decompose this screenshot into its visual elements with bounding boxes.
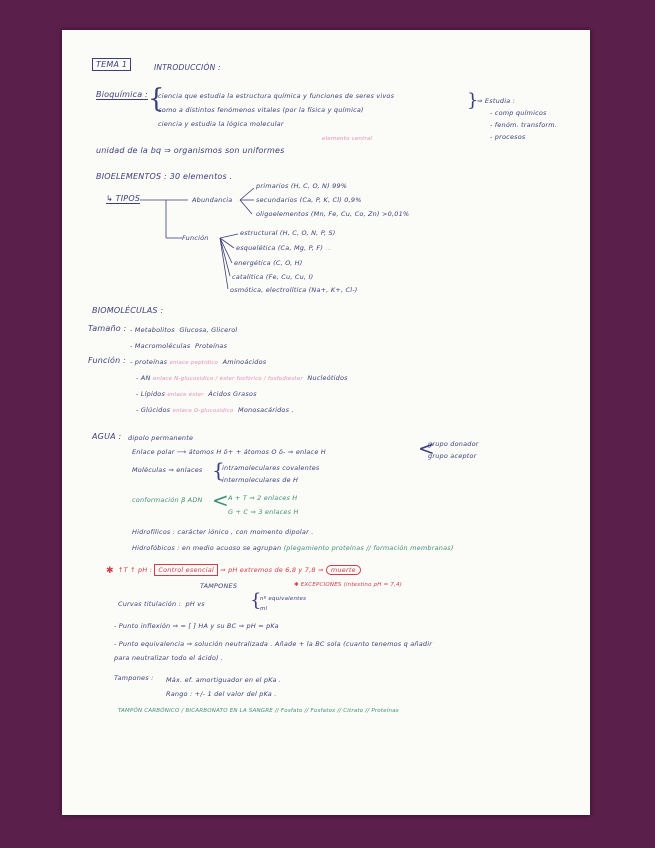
biomolecula-lipidos: - Lípidos enlace éster Ácidos Grasos [136,390,257,398]
par-gc: G + C ⇒ 3 enlaces H [228,508,299,516]
punto-inflexion: - Punto inflexión ⇒ = [ ] HA y su BC ⇒ pH = pKa [114,622,279,630]
biomolecula-glucidos: - Glúcidos enlace O-glucosídico Monosacáridos . [136,406,294,414]
bioquimica-line2: como a distintos fenómenos vitales (por la física y química) [158,106,364,114]
agua-dipolo: dipolo permanente [128,434,194,442]
estudia-item: - procesos [490,133,526,141]
agua-enlace-polar: Enlace polar ⟶ átomos H δ+ + átomos O δ- ⇒ enlace H [132,448,326,456]
estudia-label: ⇒ Estudia : [477,97,516,105]
brace: } [467,90,479,111]
agua-label: AGUA : [92,432,122,441]
page-title: INTRODUCCIÓN : [154,63,221,72]
punto-equivalencia: - Punto equivalencia ⇒ solución neutralizada . Añade + la BC sola (cuanto tenemos q añadir [114,640,433,648]
agua-grupo-aceptor: grupo aceptor [428,452,477,460]
tampones-label: TAMPONES [200,582,238,590]
funcion-esqueletica: esquelética (Ca, Mg, P, F) ... [236,244,333,252]
ph-excepciones: ✱ EXCEPCIONES (intestino pH = 7,4) [294,582,403,588]
notebook-sheet [62,30,590,815]
biomoleculas-label: BIOMOLÉCULAS : [92,306,164,315]
agua-grupo-donador: grupo donador [428,440,479,448]
biomolecula-proteinas: - proteínas enlace peptídico Aminoácidos [130,358,267,366]
funcion-bio-label: Función : [88,356,127,365]
biomolecula-an: - AN enlace N-glucosídico / éster fosfórico / fosfodiéster Nucleótidos [136,374,348,382]
conformacion-adn: conformación β ADN [132,496,203,504]
bioquimica-line1: ciencia que estudia la estructura química y funciones de seres vivos [158,92,395,100]
tamano-metabolitos: - Metabolitos Glucosa, Glicerol [130,326,238,334]
tampones-max: Máx. ef. amortiguador en el pKa . [166,676,282,684]
curvas-label: Curvas titulación : pH vs [118,600,205,608]
hidrofilicos: Hidrofílicos : carácter iónico , con momento dipolar . [132,528,314,536]
agua-intramoleculares: intramoleculares covalentes [222,464,320,472]
tampones-list: TAMPÓN CARBÓNICO / BICARBONATO EN LA SANGRE // Fosfato // Fosfatos // Citrato // Proteínas [118,708,399,714]
funcion-energetica: energética (C, O, H) [234,259,303,267]
ph-line: ↑T ↑ pH : Control esencial ⇒ pH extremos de 6,8 y 7,8 ⇒ muerte [118,566,361,574]
brace: < [418,436,435,460]
tipos-label: ↳ TIPOS [106,194,141,203]
star-icon: ✱ [106,566,114,576]
abundancia-secundarios: secundarios (Ca, P, K, Cl) 0,9% [256,196,362,204]
tampones-sub-label: Tampones : [114,674,154,682]
funcion-label: Función [182,234,209,242]
tamano-label: Tamaño : [88,324,127,333]
bioquimica-line3: ciencia y estudia la lógica molecular [158,120,284,128]
brace: { [250,590,262,611]
brace: { [212,458,225,482]
par-at: A + T ⇒ 2 enlaces H [228,494,298,502]
tema-box [92,60,131,69]
abundancia-label: Abundancia [192,196,233,204]
agua-intermoleculares: intermoleculares de H [222,476,299,484]
unidad-note: elemento central [322,136,373,142]
unidad-line: unidad de la bq ⇒ organismos son uniformes [96,146,285,155]
funcion-catalitica: catalítica (Fe, Cu, Cu, I) [232,273,314,281]
estudia-item: - comp químicos [490,109,547,117]
funcion-estructural: estructural (H, C, O, N, P, S) [240,229,336,237]
tampones-rango: Rango : +/- 1 del valor del pKa . [166,690,277,698]
funcion-osmotica: osmótica, electrolítica (Na+, K+, Cl-) [230,286,358,294]
hidrofobicos: Hidrofóbicos : en medio acuoso se agrupan (plegamiento proteínas // formación membranas) [132,544,454,552]
estudia-item: - fenóm. transform. [490,121,558,129]
brace: { [148,84,165,114]
bioquimica-label: Bioquímica : [96,90,148,99]
tema-label: TEMA 1 [92,58,131,71]
curvas-ml: ml [260,606,268,612]
tamano-macromoleculas: - Macromoléculas Proteínas [130,342,228,350]
abundancia-oligoelementos: oligoelementos (Mn, Fe, Cu, Co, Zn) >0,01% [256,210,410,218]
agua-moleculas: Moléculas ⇒ enlaces [132,466,203,474]
abundancia-primarios: primarios (H, C, O, N) 99% [256,182,348,190]
brace: < [212,488,229,512]
curvas-nequivalentes: nº equivalentes [260,596,307,602]
bioelementos-label: BIOELEMENTOS : 30 elementos . [96,172,233,181]
punto-equivalencia-cont: para neutralizar todo el ácido) . [114,654,224,662]
